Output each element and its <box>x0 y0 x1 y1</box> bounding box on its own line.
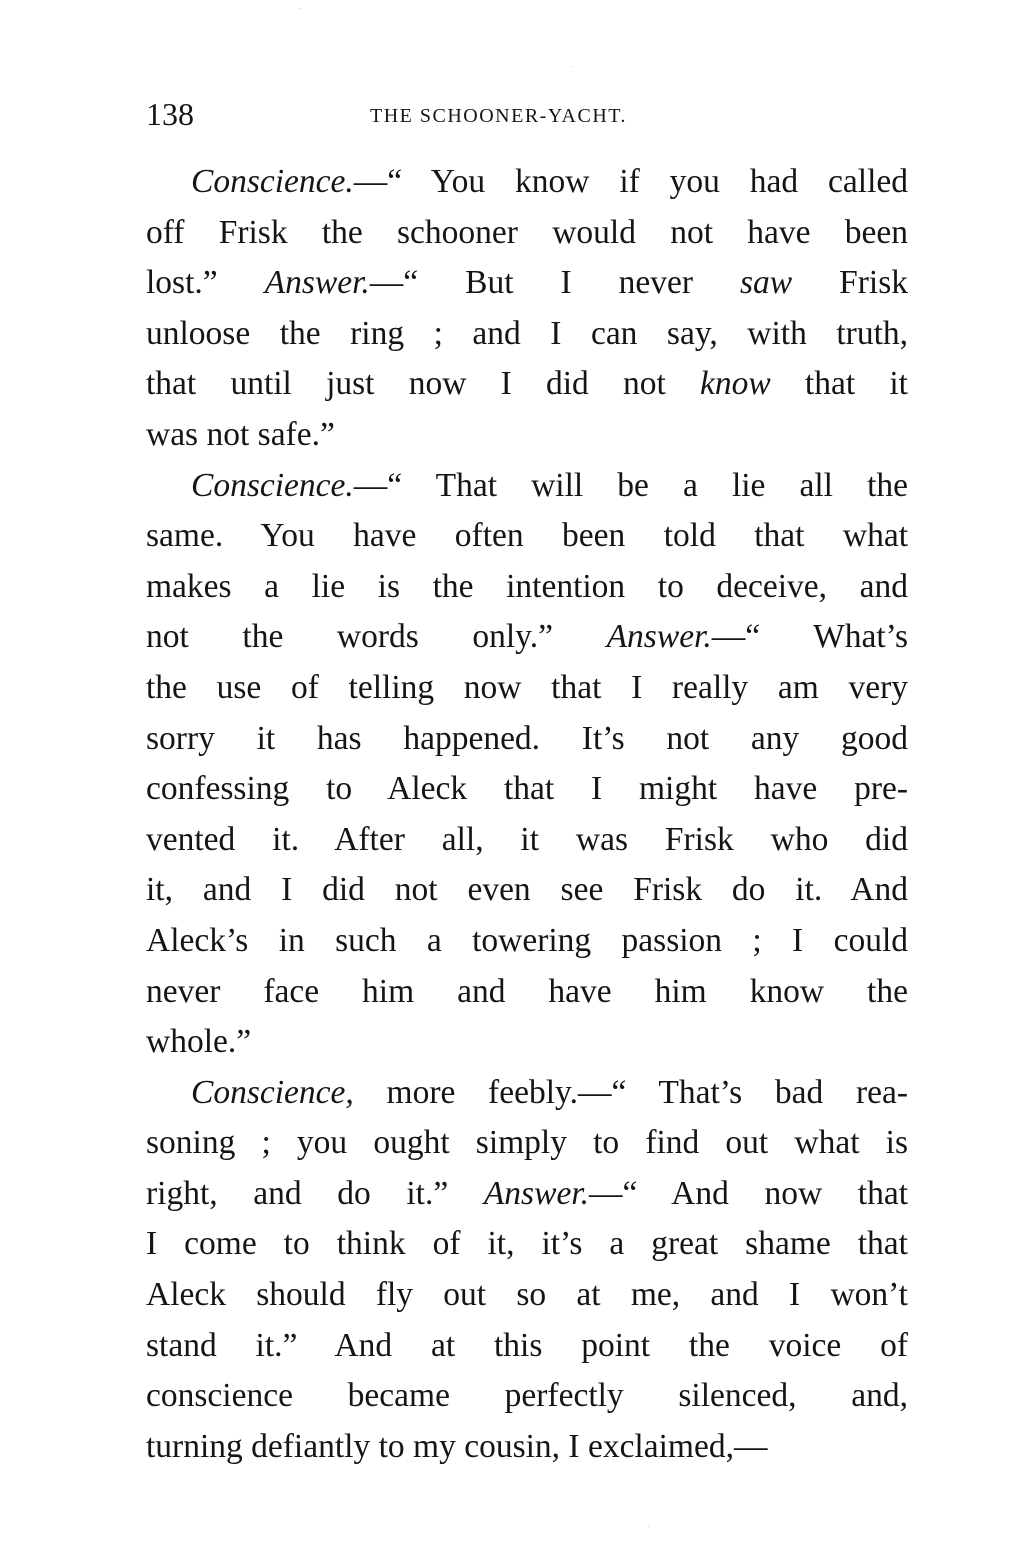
speaker-label: Answer. <box>483 1174 590 1212</box>
text-line <box>146 865 908 916</box>
text-line <box>146 714 908 765</box>
text-run: lost.” <box>146 264 265 302</box>
running-head <box>146 96 908 136</box>
text-line <box>146 1270 908 1321</box>
text-run: sorry it has happened. It’s not any good <box>146 719 908 757</box>
text-line <box>146 1169 908 1220</box>
text-line <box>146 1422 908 1473</box>
text-line <box>146 1118 908 1169</box>
text-line <box>146 1321 908 1372</box>
text-run: conscience became perfectly silenced, and, <box>146 1377 908 1415</box>
text-run: right, and do it.” <box>146 1174 484 1212</box>
paper-speck: · <box>300 6 302 13</box>
speaker-label: Answer. <box>264 264 370 302</box>
text-run: it, and I did not even see Frisk do it. And <box>146 871 908 909</box>
text-run: Aleck should fly out so at me, and I won’t <box>146 1276 908 1314</box>
running-title: THE SCHOONER-YACHT. <box>370 105 628 127</box>
speaker-label: Conscience. <box>191 163 354 200</box>
speaker-label: Answer. <box>606 618 712 656</box>
paragraph <box>146 157 908 461</box>
text-run: soning ; you ought simply to find out what is <box>146 1124 908 1162</box>
text-run: that it <box>770 365 908 403</box>
paragraph <box>146 461 908 1068</box>
text-line <box>146 258 908 309</box>
text-line <box>146 1371 908 1422</box>
paper-speck: · <box>572 64 574 71</box>
text-run: that until just now I did not <box>146 365 700 403</box>
text-line <box>146 562 908 613</box>
text-run: Frisk <box>792 264 908 302</box>
text-line <box>146 916 908 967</box>
text-line <box>146 309 908 360</box>
text-run: unloose the ring ; and I can say, with truth, <box>146 314 908 352</box>
text-run: off Frisk the schooner would not have been <box>146 213 908 251</box>
text-line <box>146 359 908 410</box>
text-run: was not safe.” <box>146 415 335 453</box>
text-run: same. You have often been told that what <box>146 517 908 555</box>
text-run: whole.” <box>146 1023 252 1061</box>
emphasis-text: saw <box>740 264 793 302</box>
body-text <box>146 157 908 1472</box>
speaker-label: Conscience, <box>191 1073 354 1111</box>
text-run: —“ That will be a lie all the <box>353 466 908 504</box>
text-line <box>146 764 908 815</box>
text-run: not the words only.” <box>146 618 607 656</box>
text-line <box>146 815 908 866</box>
text-line <box>146 663 908 714</box>
text-run: —“ But I never <box>369 264 740 302</box>
text-run: turning defiantly to my cousin, I exclaimed,— <box>146 1427 768 1465</box>
text-line <box>146 612 908 663</box>
text-run: never face him and have him know the <box>146 972 908 1010</box>
text-line <box>146 1219 908 1270</box>
text-line <box>146 461 908 512</box>
text-run: makes a lie is the intention to deceive, and <box>146 567 908 605</box>
text-line <box>146 1017 908 1068</box>
paper-speck: · <box>648 1524 650 1531</box>
paragraph <box>146 1068 908 1473</box>
text-line <box>146 157 908 208</box>
text-run: I come to think of it, it’s a great shame that <box>146 1225 908 1263</box>
speaker-label: Conscience. <box>191 466 354 504</box>
text-run: —“ You know if you had called <box>353 163 908 200</box>
text-run: —“ And now that <box>589 1174 909 1212</box>
text-run: vented it. After all, it was Frisk who did <box>146 820 908 858</box>
text-run: confessing to Aleck that I might have pre- <box>146 770 908 808</box>
text-run: stand it.” And at this point the voice of <box>146 1326 908 1364</box>
text-run: the use of telling now that I really am very <box>146 668 908 706</box>
emphasis-text: know <box>700 365 771 403</box>
text-run: Aleck’s in such a towering passion ; I could <box>146 921 908 959</box>
page-number: 138 <box>146 96 194 132</box>
text-line <box>146 208 908 259</box>
text-line <box>146 511 908 562</box>
text-run: —“ What’s <box>711 618 909 656</box>
text-run: more feebly.—“ That’s bad rea- <box>353 1073 908 1111</box>
text-line <box>146 1068 908 1119</box>
text-line <box>146 967 908 1018</box>
text-line <box>146 410 908 461</box>
